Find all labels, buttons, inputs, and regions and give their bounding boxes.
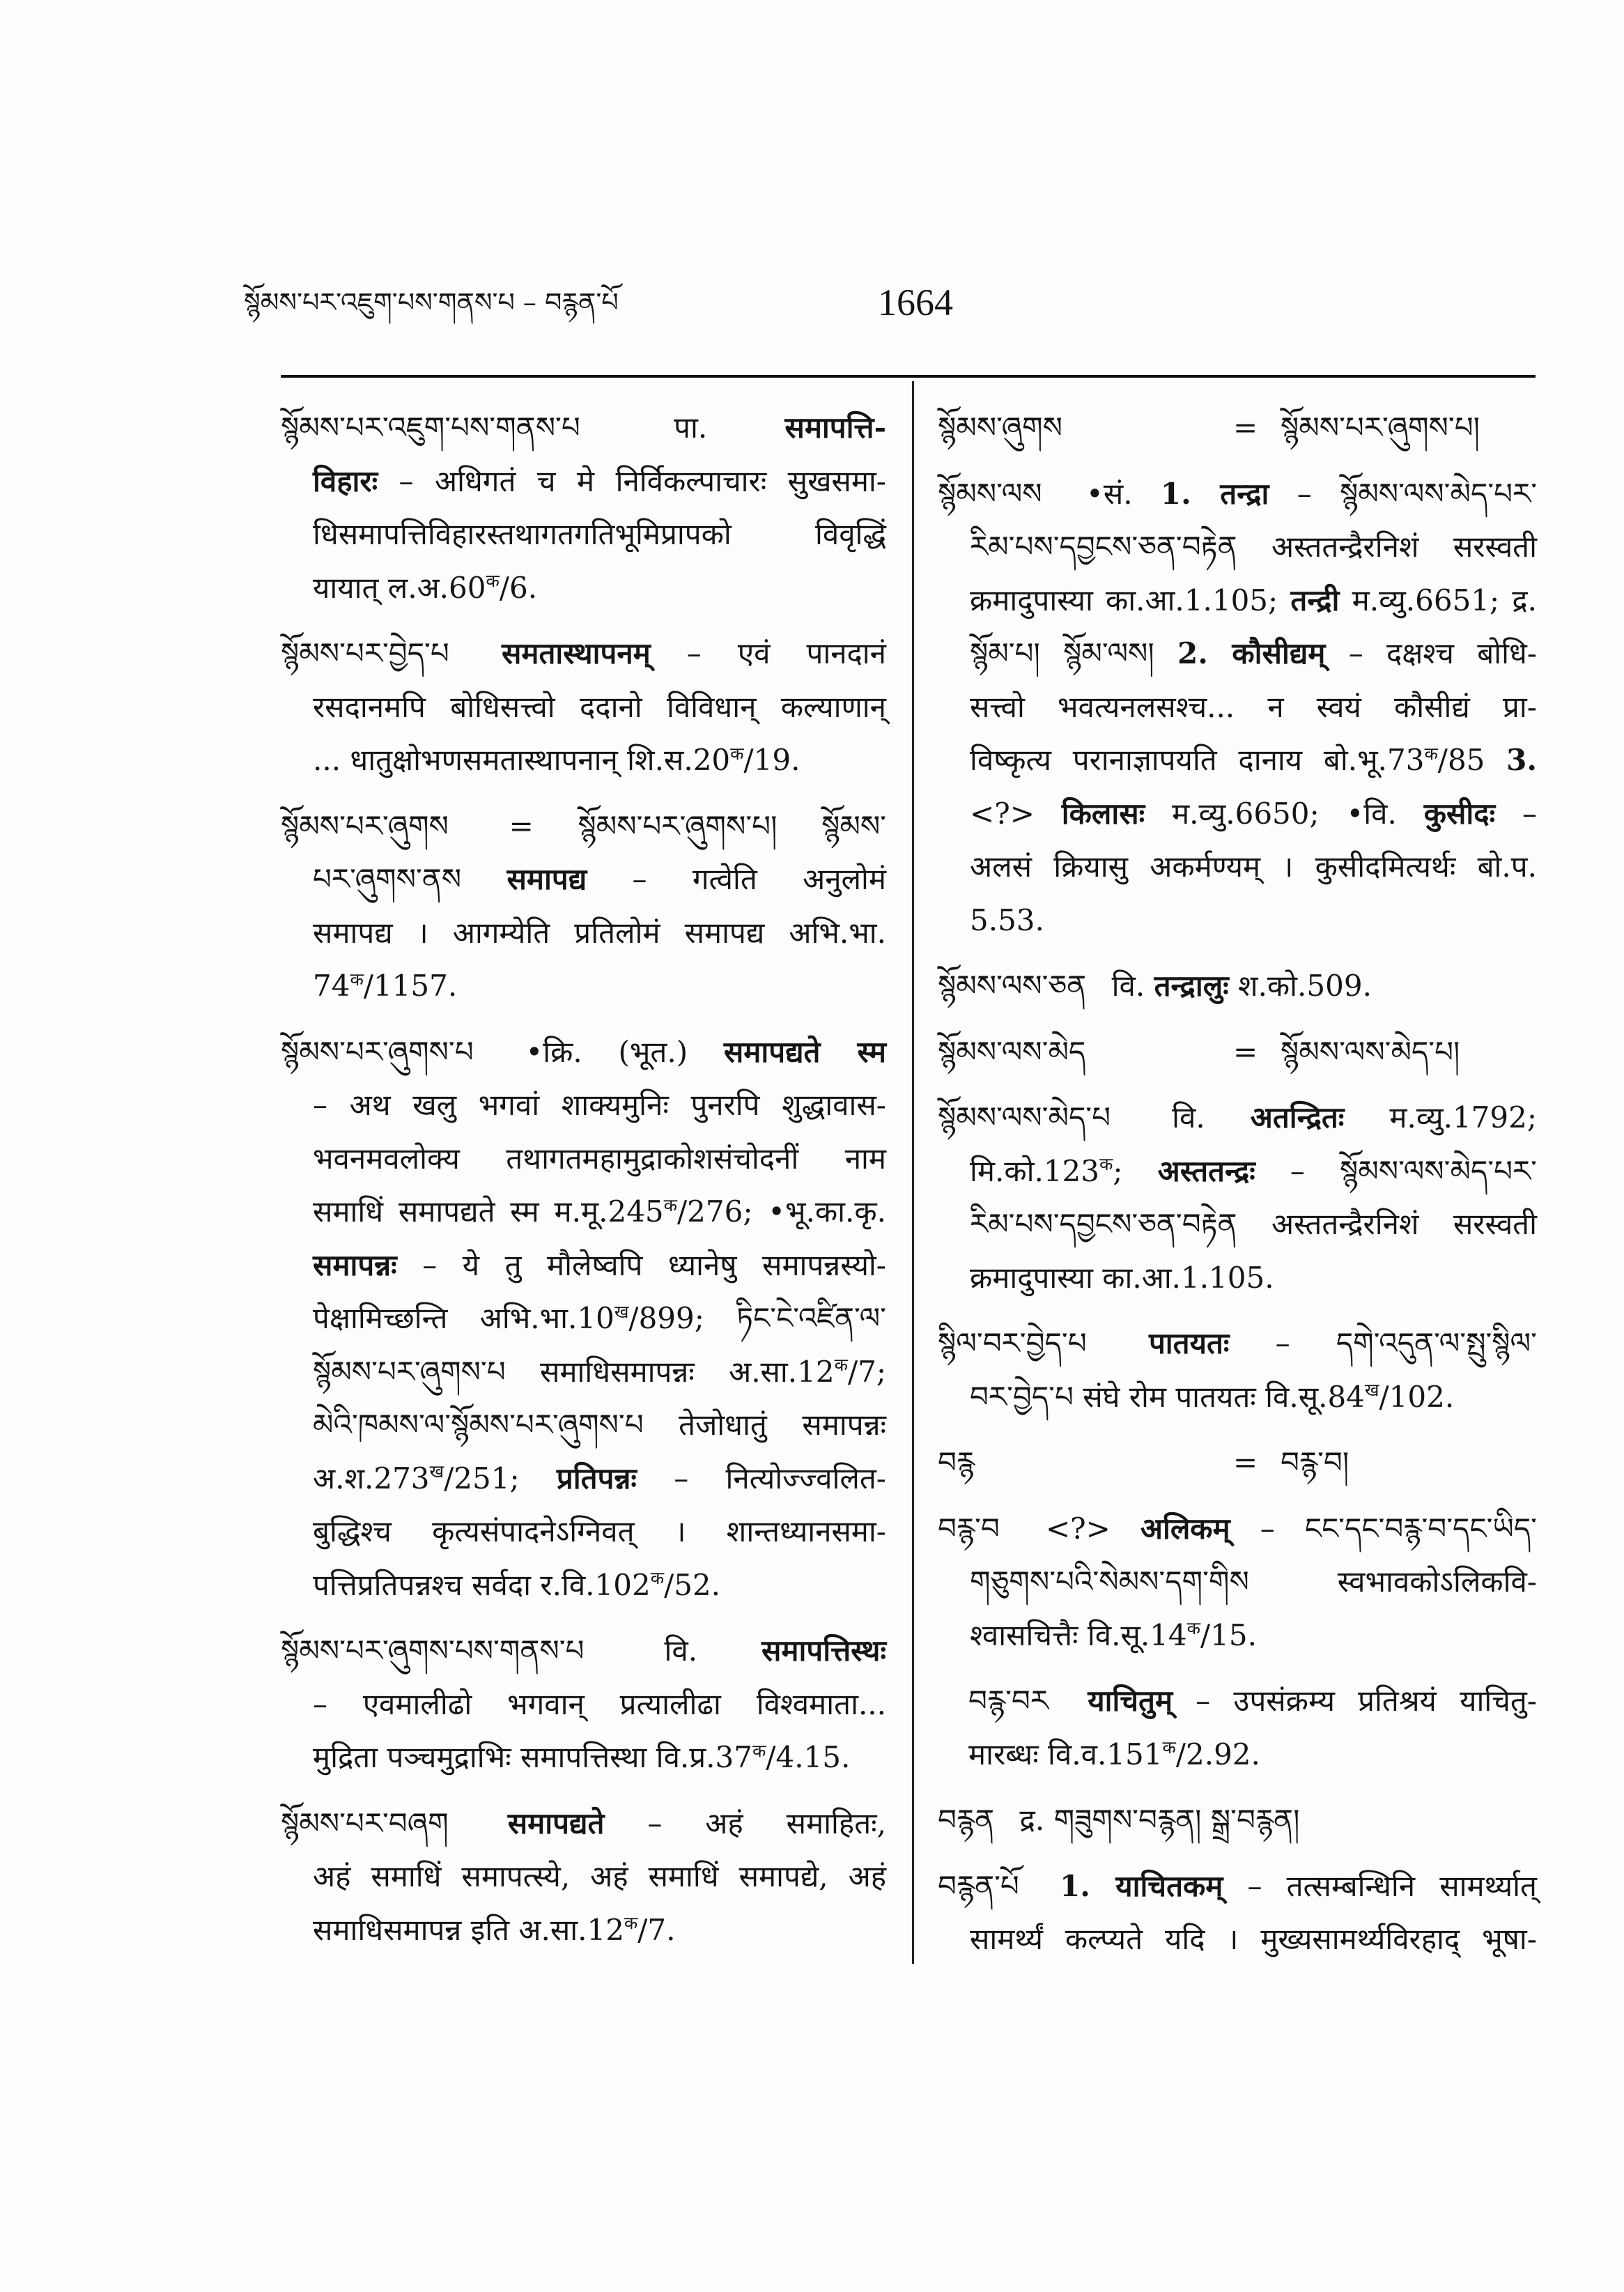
entry-text: – नित्योज्ज्वलित- (636, 1461, 886, 1495)
entry-text: सामर्थ्यं कल्प्यते यदि । मुख्यसामर्थ्यविरहाद् भूषा- (970, 1922, 1537, 1956)
dictionary-entry (938, 1436, 1537, 1490)
entry-text (461, 862, 506, 896)
tibetan-text: ཏིང་ངེ་འཛིན་ལ་ (736, 1301, 886, 1335)
entry-line (281, 1731, 886, 1785)
entry-text: – एवमालीढो भगवान् प्रत्यालीढा विश्वमाता... (313, 1686, 886, 1721)
headword: བརྙན (938, 1803, 995, 1837)
dictionary-entry (281, 800, 886, 1013)
entry-text (1065, 1684, 1088, 1718)
folio-superscript: क (1424, 743, 1438, 764)
sanskrit-equivalent: 2. कौसीद्यम् (1177, 636, 1326, 670)
sanskrit-equivalent: समापत्तिस्थः (761, 1633, 886, 1668)
entry-line (938, 1794, 1537, 1847)
entry-text: /7; (847, 1354, 886, 1389)
entry-text: वि. (1102, 969, 1154, 1003)
entry-line (281, 800, 886, 854)
dictionary-entry (281, 1624, 886, 1785)
folio-superscript: क (350, 969, 364, 990)
entry-text: ; (1113, 1153, 1158, 1188)
entry-text: वि. (1127, 1100, 1251, 1135)
entry-line (938, 894, 1537, 948)
dictionary-entry (281, 1797, 886, 1958)
sanskrit-equivalent: कुसीदः (1423, 796, 1496, 831)
entry-text: – (1229, 1326, 1336, 1360)
entry-text: <?> (970, 796, 1062, 831)
running-head: སྙོམས་པར་འཇུག་པས་གནས་པ – བརྙན་པོ (244, 287, 619, 318)
entry-text: = (464, 808, 578, 843)
entry-text: द्र. (1010, 1803, 1054, 1837)
equals-sign: = (1233, 410, 1258, 445)
entry-line (938, 1371, 1537, 1424)
entry-text (1035, 1869, 1060, 1903)
tibetan-text: དགེ་འདུན་ལ་སྤུ་སྙིལ་ (1336, 1326, 1537, 1360)
entry-line (281, 1185, 886, 1239)
sanskrit-equivalent: समापन्नः (313, 1247, 397, 1282)
dictionary-entry (938, 1675, 1537, 1781)
dictionary-entry (938, 1860, 1537, 1967)
headword: སྙིལ་བར་བྱེད་པ (938, 1326, 1087, 1360)
folio-superscript: क (663, 1194, 678, 1215)
sanskrit-equivalent: किलासः (1061, 796, 1145, 831)
dictionary-entry (938, 1794, 1537, 1847)
entry-text: 74 (313, 969, 350, 1003)
entry-line (281, 508, 886, 562)
entry-text: संघे रोम पातयतः वि.सू.84 (1073, 1379, 1365, 1414)
headword: སྙོམས་པར་ཞུགས (281, 808, 449, 843)
entry-line (938, 401, 1537, 455)
headword: སྙོམས་པར་བྱེད་པ (281, 636, 449, 670)
entry-text: /19. (743, 743, 801, 777)
left-column (281, 401, 886, 1957)
tibetan-text: སྙོམ་པ། སྙོམ་ལས། (970, 636, 1154, 670)
entry-line (281, 401, 886, 455)
entry-text: /2.92. (1175, 1737, 1260, 1771)
sanskrit-equivalent: समापद्यते स्म (723, 1034, 886, 1069)
headword: སྙོམས་ལས (938, 476, 1042, 511)
entry-text: बुद्धिश्च कृत्यसंपादनेऽग्निवत् । शान्तध्यानसमा- (313, 1514, 886, 1548)
entry-text: <?> (1015, 1511, 1140, 1546)
entry-text: /102. (1379, 1379, 1455, 1414)
entry-line (281, 1850, 886, 1904)
entry-line (281, 681, 886, 734)
dictionary-entry (938, 1026, 1537, 1079)
entry-text: अ.श.273 (313, 1461, 430, 1495)
column-divider (912, 381, 914, 1964)
sanskrit-equivalent: समापद्यते (507, 1806, 605, 1840)
entry-text: म.व्यु.1792; (1344, 1100, 1537, 1135)
entry-line (938, 1502, 1537, 1556)
entry-text: •क्रि. (भूत.) (489, 1034, 724, 1069)
entry-text: – दक्षश्च बोधि- (1325, 636, 1537, 670)
entry-text: क्रमादुपास्या का.आ.1.105; (970, 583, 1291, 617)
folio-superscript: ख (429, 1461, 444, 1482)
headword: སྙོམས་པར་ཞུགས་པས་གནས་པ (281, 1633, 585, 1668)
sanskrit-equivalent: याचितुम् (1088, 1684, 1173, 1718)
entry-text: /251; (444, 1461, 557, 1495)
entry-line (938, 1675, 1537, 1728)
tibetan-text: སྙོམས་པར་ཞུགས་པ། (1281, 410, 1480, 445)
entry-line (281, 1505, 886, 1559)
entry-text: – (1255, 1153, 1340, 1188)
entry-text: मुद्रिता पञ्चमुद्राभिः समापत्तिस्था वि.प्र.37 (313, 1740, 752, 1774)
entry-text: पत्तिप्रतिपन्नश्च सर्वदा र.वि.102 (313, 1567, 651, 1602)
page-number: 1664 (878, 282, 953, 323)
entry-line (938, 1145, 1537, 1199)
tibetan-text: སྙོམས་ལས་མེད་པར་ (1340, 1153, 1537, 1188)
entry-line (938, 1555, 1537, 1609)
entry-text: /6. (499, 570, 538, 605)
entry-line (281, 1678, 886, 1732)
entry-line (938, 681, 1537, 734)
entry-line (281, 1624, 886, 1678)
sanskrit-equivalent: समापत्ति- (784, 410, 886, 445)
tibetan-text: བརྙ་བ། (1281, 1445, 1350, 1479)
entry-text: सत्त्वो भवत्यनलसश्च... न स्वयं कौसीद्यं प्रा- (970, 689, 1537, 724)
dictionary-entry (938, 1317, 1537, 1424)
equals-sign: = (1233, 1445, 1258, 1479)
sanskrit-equivalent: 1. तन्द्रा (1160, 476, 1269, 511)
entry-text: /52. (664, 1567, 721, 1602)
entry-text: – गत्वेति अनुलोमं (587, 862, 886, 896)
entry-text: पा. (596, 410, 785, 445)
headword: སྙོམས་པར་འཇུག་པས་གནས་པ (281, 410, 580, 445)
dictionary-entry (281, 1026, 886, 1613)
sanskrit-equivalent: विहारः (313, 463, 378, 498)
tibetan-text: གཟུགས་བརྙན། སྒྲ་བརྙན། (1053, 1803, 1300, 1837)
entry-line (281, 907, 886, 960)
entry-text (465, 636, 502, 670)
entry-text: /1157. (363, 969, 458, 1003)
entry-text: – तत्सम्बन्धिनि सामर्थ्यात् (1223, 1868, 1537, 1903)
entry-text: अहं समाधिं समापत्स्ये, अहं समाधिं समापद्ये, अहं (313, 1859, 886, 1893)
entry-text: म.व्यु.6651; द्र. (1339, 583, 1537, 617)
headword: སྙོམས་པར་བཞག (281, 1806, 449, 1840)
entry-text: /85 (1437, 743, 1507, 777)
entry-text: धिसमापत्तिविहारस्तथागतगतिभूमिप्रापको विवृद्धिं (313, 517, 886, 551)
sanskrit-equivalent: 3. (1506, 743, 1537, 777)
entry-line (281, 1239, 886, 1293)
entry-text: क्रमादुपास्या का.आ.1.105. (970, 1260, 1274, 1295)
entry-text: अस्ततन्द्रैरनिशं सरस्वती (1237, 1207, 1537, 1241)
entry-line (938, 1091, 1537, 1145)
entry-text: •सं. (1058, 476, 1161, 511)
entry-line (938, 1436, 1537, 1490)
folio-superscript: क (730, 743, 744, 764)
entry-line (281, 960, 886, 1013)
entry-text: – (1230, 1511, 1305, 1546)
entry-line (938, 1860, 1537, 1914)
entry-line (281, 1452, 886, 1506)
dictionary-entry (281, 627, 886, 787)
sanskrit-equivalent: समतास्थापनम् (501, 636, 651, 670)
dictionary-entry (938, 1502, 1537, 1663)
sanskrit-equivalent: पातयतः (1148, 1326, 1230, 1360)
entry-text: अलसं क्रियासु अकर्मण्यम् । कुसीदमित्यर्थः बो.प. (970, 849, 1537, 884)
entry-text (465, 1806, 508, 1840)
folio-superscript: ख (614, 1301, 629, 1322)
entry-text: अस्ततन्द्रैरनिशं सरस्वती (1237, 530, 1537, 564)
entry-line (281, 562, 886, 615)
entry-line (938, 1026, 1537, 1079)
entry-text: श्वासचित्तैः वि.सू.14 (970, 1617, 1187, 1652)
dictionary-entry (938, 468, 1537, 948)
entry-line (281, 1026, 886, 1079)
sanskrit-equivalent: तन्द्रालुः (1154, 969, 1229, 1003)
folio-superscript: क (1162, 1737, 1176, 1758)
entry-line (938, 1609, 1537, 1663)
entry-text: ... धातुक्षोभणसमतास्थापनान् शि.स.20 (313, 743, 731, 777)
tibetan-text: རིམ་པས་དབྱངས་ཅན་བརྟེན (970, 530, 1237, 564)
entry-text: – उपसंक्रम्य प्रतिश्रयं याचितु- (1173, 1684, 1537, 1718)
entry-text: – अथ खलु भगवां शाक्यमुनिः पुनरपि शुद्धावास- (313, 1088, 886, 1122)
entry-text: भवनमवलोक्य तथागतमहामुद्राकोशसंचोदनीं नाम (313, 1141, 886, 1176)
folio-superscript: क (486, 571, 500, 592)
entry-text: पेक्षामिच्छन्ति अभि.भा.10 (313, 1301, 614, 1335)
sanskrit-equivalent: प्रतिपन्नः (556, 1461, 637, 1495)
dictionary-entry (938, 1091, 1537, 1305)
entry-line (938, 734, 1537, 787)
tibetan-text: སྙོམས་ (821, 808, 886, 843)
entry-line (281, 455, 886, 509)
entry-text (777, 809, 821, 843)
folio-superscript: क (752, 1740, 766, 1761)
entry-line (281, 1904, 886, 1958)
folio-superscript: क (1099, 1154, 1113, 1175)
entry-text: समाधिं समापद्यते स्म म.मू.245 (313, 1194, 664, 1229)
sanskrit-equivalent: अतन्द्रितः (1250, 1100, 1345, 1135)
entry-text: – अहं समाहितः, (604, 1806, 886, 1840)
headword: སྙོམས་ལས་མེད (938, 1034, 1086, 1069)
entry-line (938, 840, 1537, 894)
sanskrit-equivalent: तन्द्री (1290, 583, 1340, 617)
headword: སྙོམས་ལས་ཅན (938, 969, 1087, 1003)
headword: བརྙན་པོ (938, 1868, 1019, 1903)
entry-text: – (1269, 476, 1340, 511)
right-column (938, 401, 1537, 1967)
headword: སྙོམས་ཞུགས (938, 410, 1062, 445)
entry-text: रसदानमपि बोधिसत्त्वो ददानो विविधान् कल्याणान् (313, 689, 886, 724)
entry-line (281, 1292, 886, 1346)
entry-text (1154, 636, 1177, 670)
tibetan-text: བར་བྱེད་པ (970, 1379, 1074, 1414)
entry-line (281, 853, 886, 907)
entry-line (938, 960, 1537, 1013)
headword: བརྙ་བ (938, 1511, 1000, 1546)
entry-line (281, 1346, 886, 1399)
folio-superscript: क (624, 1913, 638, 1934)
entry-line (938, 1913, 1537, 1967)
entry-line (281, 627, 886, 681)
entry-line (281, 1132, 886, 1186)
entry-line (281, 734, 886, 787)
entry-text: समाधिसमापन्न इति अ.सा.12 (313, 1912, 624, 1947)
entry-line (281, 1797, 886, 1851)
sanskrit-equivalent: अस्ततन्द्रः (1157, 1153, 1255, 1188)
entry-text: मि.को.123 (970, 1153, 1099, 1188)
entry-text: /276; •भू.का.कृ. (677, 1194, 887, 1229)
dictionary-entry (281, 401, 886, 615)
sanskrit-equivalent: समापद्य (506, 862, 587, 896)
tibetan-text: ངང་དང་བརྙ་བ་དང་ཡིད་ (1304, 1511, 1537, 1546)
folio-superscript: ख (1364, 1380, 1379, 1401)
entry-text: – एवं पानदानं (650, 636, 886, 670)
entry-text: – (1495, 796, 1537, 831)
entry-text: श.को.509. (1228, 969, 1372, 1003)
entry-line (281, 1559, 886, 1613)
entry-text: 5.53. (970, 902, 1044, 937)
tibetan-text: མེའི་ཁམས་ལ་སྙོམས་པར་ཞུགས་པ (313, 1408, 644, 1442)
sub-headword: བརྙ་བར (968, 1684, 1049, 1718)
entry-text: यायात् ल.अ.60 (313, 570, 486, 605)
entry-text (1103, 1326, 1149, 1360)
entry-line (281, 1079, 886, 1132)
entry-text: तेजोधातुं समापन्नः (643, 1408, 886, 1442)
entry-line (938, 468, 1537, 521)
headword: བརྙ (938, 1445, 975, 1479)
tibetan-text: སྙོམས་ལས་མེད་པ། (1281, 1034, 1460, 1069)
tibetan-text: རིམ་པས་དབྱངས་ཅན་བརྟེན (970, 1207, 1237, 1241)
entry-text: म.व्यु.6650; •वि. (1145, 796, 1424, 831)
equals-sign: = (1233, 1034, 1258, 1069)
entry-line (938, 1252, 1537, 1305)
tibetan-text: སྙོམས་པར་ཞུགས་པ། (578, 808, 778, 843)
entry-text: वि. (600, 1633, 762, 1668)
entry-text: स्वभावकोऽलिकवि- (1248, 1564, 1537, 1599)
folio-superscript: क (834, 1355, 848, 1376)
entry-text: समापद्य । आगम्येति प्रतिलोमं समापद्य अभि.भा. (313, 915, 886, 950)
dictionary-entry (938, 401, 1537, 455)
folio-superscript: क (1186, 1618, 1201, 1639)
tibetan-text: སྙོམས་པར་ཞུགས་པ (313, 1354, 506, 1389)
tibetan-text: པར་ཞུགས་ནས (313, 862, 462, 896)
tibetan-text: གཅུགས་པའི་སེམས་དག་གིས (970, 1564, 1249, 1599)
entry-line (938, 521, 1537, 574)
entry-line (938, 787, 1537, 841)
entry-line (938, 574, 1537, 628)
entry-line (938, 1728, 1537, 1782)
folio-superscript: क (650, 1568, 665, 1589)
entry-text: मारब्धः वि.व.151 (968, 1737, 1163, 1771)
entry-text: – अधिगतं च मे निर्विकल्पाचारः सुखसमा- (378, 463, 886, 498)
headword: སྙོམས་པར་ཞུགས་པ (281, 1034, 474, 1069)
dictionary-entry (938, 960, 1537, 1013)
headword: སྙོམས་ལས་མེད་པ (938, 1100, 1111, 1135)
sanskrit-equivalent: अलिकम् (1140, 1511, 1230, 1546)
entry-line (938, 1198, 1537, 1252)
entry-text: /899; (628, 1301, 737, 1335)
entry-text: – ये तु मौलेष्वपि ध्यानेषु समापन्नस्यो- (396, 1247, 886, 1282)
entry-text: /4.15. (766, 1740, 851, 1774)
entry-text: समाधिसमापन्नः अ.सा.12 (505, 1354, 835, 1389)
tibetan-text: སྙོམས་ལས་མེད་པར་ (1340, 476, 1538, 511)
header-rule (281, 375, 1536, 378)
entry-line (938, 1317, 1537, 1371)
sanskrit-equivalent: 1. याचितकम् (1060, 1868, 1223, 1903)
entry-text: विष्कृत्य परानाज्ञापयति दानाय बो.भू.73 (970, 743, 1425, 777)
entry-line (938, 627, 1537, 681)
entry-line (281, 1399, 886, 1452)
entry-text: /7. (637, 1912, 676, 1947)
entry-text: /15. (1200, 1617, 1257, 1652)
